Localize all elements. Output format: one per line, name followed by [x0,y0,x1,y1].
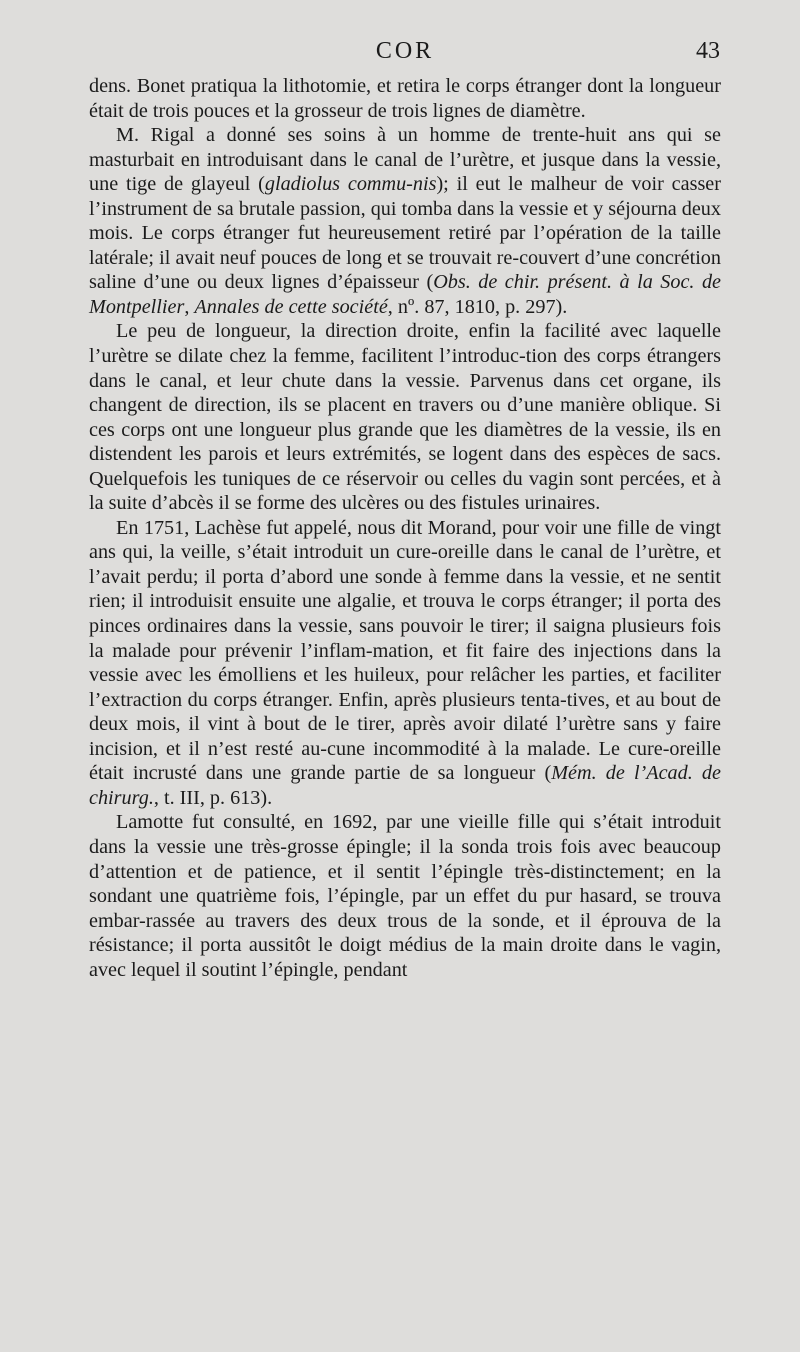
text-run: , [184,295,195,318]
paragraph [89,74,721,123]
text-run: ); il eut le malheur de voir casser l’instrument de sa brutale passion, qui tomba dans la vessie et y séjourna deux mois. Le corps étranger fut heureusement retiré par l’opération de la taille latérale; il avait neuf pouces de long et se trouvait re-couvert d’une concrétion saline d’une ou deux lignes d’épaisseur ( [89,173,721,294]
text-run: M. Rigal a donné ses soins à un homme de trente-huit ans qui se masturbait en introduisant dans le canal de l’urètre, et jusque dans la vessie, une tige de glayeul ( [89,124,721,196]
page-number: 43 [696,38,720,64]
page-header [90,38,720,68]
text-run: Lamotte fut consulté, en 1692, par une vieille fille qui s’était introduit dans la vessie une très-grosse épingle; il la sonda trois fois avec beaucoup d’attention et de patience, et il sentit l’épingle très-distinctement; en la sondant une quatrième fois, l’épingle, par un effet du pur hasard, se trouva embar-rassée au travers des deux trous de la sonde, et il éprouva de la résistance; il porta aussitôt le doigt médius de la main droite dans le vagin, avec lequel il soutint l’épingle, pendant [89,811,721,981]
italic-citation: gladiolus commu-nis [264,173,437,196]
paragraph [89,319,721,515]
text-run: , nº. 87, 1810, p. 297). [387,295,568,318]
text-run: Le peu de longueur, la direction droite, enfin la facilité avec laquelle l’urètre se dilate chez la femme, facilitent l’introduc-tion des corps étrangers dans le canal, et leur chute dans la vessie. Parvenus dans cet organe, ils changent de direction, ils se placent en travers ou d’une manière oblique. Si ces corps ont une longueur plus grande que les diamètres de la vessie, ils en distendent les parois et leurs extrémités, se logent dans des espèces de sacs. Quelquefois les tuniques de ce réservoir ou celles du vagin sont percées, et à la suite d’abcès il se forme des ulcères ou des fistules urinaires. [89,320,721,515]
text-run: En 1751, Lachèse fut appelé, nous dit Morand, pour voir une fille de vingt ans qui, la veille, s’était introduit un cure-oreille dans le canal de l’urètre, et l’avait perdu; il porta d’abord une sonde à femme dans la vessie, et ne sentit rien; il introduisit ensuite une algalie, et trouva le corps étranger; il porta des pinces ordinaires dans la vessie, sans pouvoir le tirer; il saigna plusieurs fois la malade pour prévenir l’inflam-mation, et fit faire des injections dans la vessie avec les émolliens et les huileux, pour relâcher les parties, et faciliter l’extraction du corps étranger. Enfin, après plusieurs tenta-tives, et au bout de deux mois, il vint à bout de le tirer, après avoir dilaté l’urètre sans y faire incision, et il n’est resté au-cune incommodité à la malade. Le cure-oreille était incrusté dans une grande partie de sa longueur ( [89,516,721,785]
paragraph [89,123,721,319]
running-title: COR [375,38,435,64]
italic-citation: Annales de cette société [194,295,388,318]
text-run: dens. Bonet pratiqua la lithotomie, et retira le corps étranger dont la longueur était de trois pouces et la grosseur de trois lignes de diamètre. [89,75,721,122]
text-run: , t. III, p. 613). [153,786,273,809]
italic-citation: Mém. de l’Acad. de chirurg. [89,762,721,809]
paragraph [89,810,721,982]
body-text [89,74,721,982]
italic-citation: Obs. de chir. présent. à la Soc. de Montpellier [89,271,721,318]
paragraph [89,516,721,811]
